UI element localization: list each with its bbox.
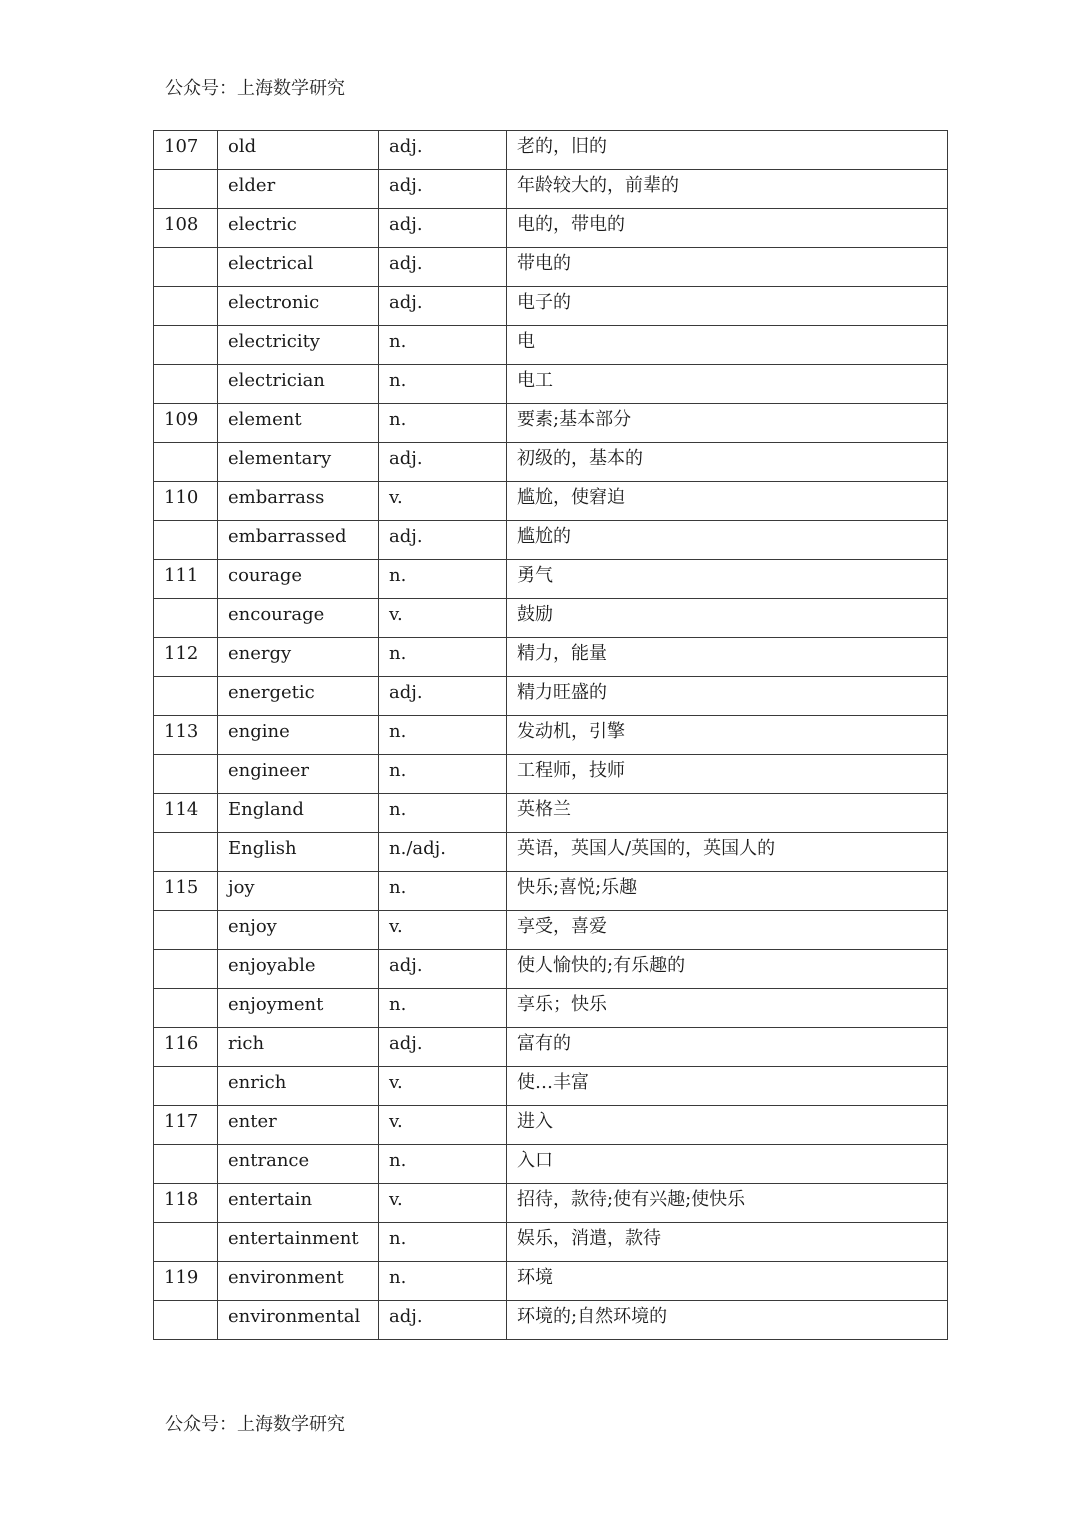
entry-meaning: 年龄较大的，前辈的 [517, 175, 679, 196]
entry-meaning: 英格兰 [517, 799, 571, 820]
entry-word-cell [218, 1184, 379, 1223]
entry-number [164, 287, 217, 288]
entry-word: electrician [228, 370, 325, 391]
entry-meaning: 精力旺盛的 [517, 682, 607, 703]
entry-number-cell [154, 326, 218, 365]
entry-meaning-cell [507, 287, 948, 326]
entry-meaning: 鼓励 [517, 604, 553, 625]
entry-word-cell [218, 638, 379, 677]
entry-word-cell [218, 872, 379, 911]
entry-number [164, 326, 217, 327]
entry-word: enjoy [228, 916, 277, 937]
entry-word: entrance [228, 1150, 310, 1171]
table-row [154, 755, 948, 794]
entry-number-cell [154, 521, 218, 560]
entry-word: encourage [228, 604, 325, 625]
entry-meaning: 勇气 [517, 565, 553, 586]
entry-word-cell [218, 248, 379, 287]
entry-word: embarrassed [228, 526, 347, 547]
entry-part-of-speech: n. [389, 877, 407, 898]
entry-number-cell [154, 1301, 218, 1340]
table-row [154, 1028, 948, 1067]
table-row [154, 209, 948, 248]
entry-meaning: 要素;基本部分 [517, 409, 632, 430]
entry-number-cell [154, 599, 218, 638]
entry-word-cell [218, 1301, 379, 1340]
table-row [154, 1301, 948, 1340]
entry-word-cell [218, 1028, 379, 1067]
entry-part-of-speech-cell [379, 1106, 507, 1145]
entry-word: elder [228, 175, 276, 196]
entry-number: 113 [164, 721, 199, 742]
entry-meaning-cell [507, 1106, 948, 1145]
entry-word: enrich [228, 1072, 287, 1093]
entry-part-of-speech-cell [379, 1301, 507, 1340]
entry-word-cell [218, 404, 379, 443]
entry-word-cell [218, 365, 379, 404]
entry-word: electrical [228, 253, 314, 274]
entry-word: entertain [228, 1189, 313, 1210]
entry-number-cell [154, 833, 218, 872]
entry-part-of-speech-cell [379, 365, 507, 404]
table-row [154, 911, 948, 950]
entry-part-of-speech-cell [379, 521, 507, 560]
entry-meaning-cell [507, 1223, 948, 1262]
entry-word: energetic [228, 682, 315, 703]
entry-meaning: 进入 [517, 1111, 553, 1132]
entry-part-of-speech-cell [379, 482, 507, 521]
entry-number-cell [154, 911, 218, 950]
entry-part-of-speech: adj. [389, 292, 423, 313]
entry-word: embarrass [228, 487, 325, 508]
table-row [154, 404, 948, 443]
entry-meaning-cell [507, 521, 948, 560]
entry-part-of-speech-cell [379, 1067, 507, 1106]
table-row [154, 1184, 948, 1223]
entry-word-cell [218, 209, 379, 248]
entry-word-cell [218, 1067, 379, 1106]
entry-number-cell [154, 950, 218, 989]
page-header: 公众号：上海数学研究 [165, 78, 345, 99]
entry-number-cell [154, 1145, 218, 1184]
entry-number: 115 [164, 877, 199, 898]
entry-word-cell [218, 170, 379, 209]
entry-part-of-speech-cell [379, 755, 507, 794]
entry-part-of-speech-cell [379, 1184, 507, 1223]
table-row [154, 950, 948, 989]
entry-number-cell [154, 638, 218, 677]
entry-meaning: 带电的 [517, 253, 571, 274]
entry-word-cell [218, 989, 379, 1028]
entry-part-of-speech-cell [379, 950, 507, 989]
entry-part-of-speech: n. [389, 409, 407, 430]
entry-number-cell [154, 794, 218, 833]
entry-part-of-speech-cell [379, 287, 507, 326]
entry-word: environmental [228, 1306, 361, 1327]
entry-meaning: 享受，喜爱 [517, 916, 607, 937]
entry-number: 117 [164, 1111, 199, 1132]
entry-number: 118 [164, 1189, 199, 1210]
entry-meaning-cell [507, 1028, 948, 1067]
table-row [154, 1067, 948, 1106]
entry-part-of-speech-cell [379, 638, 507, 677]
entry-meaning-cell [507, 911, 948, 950]
table-row [154, 560, 948, 599]
entry-meaning: 使人愉快的;有乐趣的 [517, 955, 686, 976]
entry-meaning: 发动机，引擎 [517, 721, 625, 742]
entry-number-cell [154, 248, 218, 287]
entry-part-of-speech: adj. [389, 136, 423, 157]
table-row [154, 170, 948, 209]
entry-number-cell [154, 560, 218, 599]
entry-part-of-speech: adj. [389, 214, 423, 235]
entry-word: electricity [228, 331, 320, 352]
entry-meaning-cell [507, 1184, 948, 1223]
entry-meaning: 尴尬的 [517, 526, 571, 547]
entry-word-cell [218, 560, 379, 599]
entry-meaning-cell [507, 755, 948, 794]
entry-part-of-speech-cell [379, 794, 507, 833]
table-row [154, 794, 948, 833]
entry-word-cell [218, 794, 379, 833]
entry-word: element [228, 409, 302, 430]
entry-number [164, 755, 217, 756]
entry-meaning-cell [507, 482, 948, 521]
entry-number [164, 170, 217, 171]
entry-number [164, 1067, 217, 1068]
table-row [154, 326, 948, 365]
entry-word-cell [218, 599, 379, 638]
entry-part-of-speech-cell [379, 833, 507, 872]
entry-part-of-speech-cell [379, 443, 507, 482]
entry-word-cell [218, 443, 379, 482]
entry-meaning-cell [507, 1262, 948, 1301]
table-row [154, 482, 948, 521]
entry-part-of-speech: n. [389, 370, 407, 391]
table-row [154, 638, 948, 677]
entry-word: joy [228, 877, 255, 898]
entry-meaning-cell [507, 677, 948, 716]
entry-part-of-speech: v. [389, 1072, 403, 1093]
entry-number [164, 833, 217, 834]
entry-meaning: 环境 [517, 1267, 553, 1288]
entry-meaning: 使…丰富 [517, 1072, 589, 1093]
entry-part-of-speech: adj. [389, 175, 423, 196]
table-row [154, 833, 948, 872]
entry-number-cell [154, 677, 218, 716]
entry-number: 111 [164, 565, 199, 586]
entry-meaning: 享乐；快乐 [517, 994, 607, 1015]
entry-number [164, 911, 217, 912]
entry-number-cell [154, 1262, 218, 1301]
entry-meaning-cell [507, 872, 948, 911]
entry-part-of-speech-cell [379, 599, 507, 638]
entry-number [164, 677, 217, 678]
entry-meaning: 尴尬，使窘迫 [517, 487, 625, 508]
entry-meaning-cell [507, 1145, 948, 1184]
entry-meaning-cell [507, 833, 948, 872]
entry-part-of-speech-cell [379, 170, 507, 209]
entry-meaning-cell [507, 404, 948, 443]
entry-word: entertainment [228, 1228, 359, 1249]
entry-word: electronic [228, 292, 320, 313]
entry-word-cell [218, 1262, 379, 1301]
entry-number-cell [154, 1067, 218, 1106]
entry-word: old [228, 136, 257, 157]
entry-word-cell [218, 911, 379, 950]
entry-number [164, 443, 217, 444]
entry-part-of-speech: v. [389, 1111, 403, 1132]
entry-part-of-speech: v. [389, 604, 403, 625]
entry-number [164, 989, 217, 990]
entry-meaning-cell [507, 443, 948, 482]
entry-part-of-speech-cell [379, 1028, 507, 1067]
entry-number-cell [154, 716, 218, 755]
entry-part-of-speech: v. [389, 1189, 403, 1210]
entry-number: 110 [164, 487, 199, 508]
entry-meaning-cell [507, 989, 948, 1028]
entry-part-of-speech: adj. [389, 682, 423, 703]
entry-part-of-speech: n./adj. [389, 838, 446, 859]
entry-number-cell [154, 287, 218, 326]
entry-meaning: 电 [517, 331, 535, 352]
entry-meaning-cell [507, 170, 948, 209]
entry-meaning-cell [507, 209, 948, 248]
entry-word: elementary [228, 448, 332, 469]
entry-word-cell [218, 482, 379, 521]
entry-number [164, 599, 217, 600]
entry-meaning: 富有的 [517, 1033, 571, 1054]
entry-part-of-speech-cell [379, 404, 507, 443]
entry-meaning: 老的，旧的 [517, 136, 607, 157]
table-row [154, 599, 948, 638]
entry-word-cell [218, 755, 379, 794]
entry-meaning-cell [507, 1067, 948, 1106]
entry-number-cell [154, 443, 218, 482]
entry-part-of-speech-cell [379, 248, 507, 287]
entry-meaning-cell [507, 560, 948, 599]
entry-meaning: 电子的 [517, 292, 571, 313]
entry-number-cell [154, 1106, 218, 1145]
entry-part-of-speech: adj. [389, 955, 423, 976]
vocabulary-table-body [154, 131, 948, 1340]
entry-word-cell [218, 950, 379, 989]
entry-word: engine [228, 721, 290, 742]
entry-part-of-speech: n. [389, 721, 407, 742]
table-row [154, 248, 948, 287]
page-footer: 公众号：上海数学研究 [165, 1414, 345, 1435]
entry-number: 119 [164, 1267, 199, 1288]
entry-part-of-speech: n. [389, 994, 407, 1015]
entry-meaning-cell [507, 131, 948, 170]
entry-part-of-speech-cell [379, 560, 507, 599]
entry-word-cell [218, 1106, 379, 1145]
entry-part-of-speech: n. [389, 760, 407, 781]
entry-part-of-speech: v. [389, 916, 403, 937]
table-row [154, 989, 948, 1028]
table-row [154, 287, 948, 326]
entry-meaning-cell [507, 326, 948, 365]
entry-word: enjoyment [228, 994, 324, 1015]
entry-part-of-speech-cell [379, 911, 507, 950]
entry-number [164, 950, 217, 951]
table-row [154, 1106, 948, 1145]
entry-number-cell [154, 1184, 218, 1223]
table-row [154, 677, 948, 716]
entry-part-of-speech-cell [379, 989, 507, 1028]
entry-meaning-cell [507, 794, 948, 833]
table-row [154, 131, 948, 170]
entry-number-cell [154, 131, 218, 170]
entry-number [164, 521, 217, 522]
entry-word: courage [228, 565, 303, 586]
entry-part-of-speech: n. [389, 1150, 407, 1171]
entry-meaning: 工程师，技师 [517, 760, 625, 781]
entry-number [164, 1145, 217, 1146]
entry-word-cell [218, 833, 379, 872]
entry-word: energy [228, 643, 292, 664]
entry-number-cell [154, 209, 218, 248]
entry-part-of-speech: n. [389, 643, 407, 664]
entry-meaning: 英语，英国人/英国的，英国人的 [517, 838, 776, 859]
entry-word: enter [228, 1111, 277, 1132]
entry-number: 116 [164, 1033, 199, 1054]
entry-number-cell [154, 365, 218, 404]
table-row [154, 443, 948, 482]
entry-word: rich [228, 1033, 265, 1054]
entry-part-of-speech-cell [379, 716, 507, 755]
entry-number [164, 365, 217, 366]
entry-part-of-speech-cell [379, 872, 507, 911]
entry-part-of-speech: adj. [389, 448, 423, 469]
entry-part-of-speech-cell [379, 1262, 507, 1301]
entry-word: electric [228, 214, 297, 235]
entry-word-cell [218, 1145, 379, 1184]
entry-number-cell [154, 404, 218, 443]
entry-part-of-speech: adj. [389, 253, 423, 274]
entry-meaning: 电工 [517, 370, 553, 391]
entry-part-of-speech: v. [389, 487, 403, 508]
table-row [154, 1223, 948, 1262]
entry-meaning-cell [507, 1301, 948, 1340]
entry-meaning: 快乐;喜悦;乐趣 [517, 877, 638, 898]
entry-number [164, 248, 217, 249]
entry-meaning-cell [507, 365, 948, 404]
table-row [154, 872, 948, 911]
entry-number-cell [154, 1028, 218, 1067]
entry-word: England [228, 799, 304, 820]
entry-meaning: 精力，能量 [517, 643, 607, 664]
entry-word: environment [228, 1267, 344, 1288]
entry-number: 107 [164, 136, 199, 157]
entry-number [164, 1223, 217, 1224]
table-row [154, 1262, 948, 1301]
entry-part-of-speech: n. [389, 565, 407, 586]
table-row [154, 1145, 948, 1184]
entry-meaning-cell [507, 950, 948, 989]
entry-number-cell [154, 872, 218, 911]
entry-part-of-speech: adj. [389, 1306, 423, 1327]
entry-word-cell [218, 677, 379, 716]
entry-part-of-speech: adj. [389, 1033, 423, 1054]
entry-number: 112 [164, 643, 199, 664]
entry-word-cell [218, 326, 379, 365]
entry-part-of-speech-cell [379, 677, 507, 716]
entry-number: 108 [164, 214, 199, 235]
entry-number-cell [154, 989, 218, 1028]
entry-meaning: 娱乐，消遣，款待 [517, 1228, 661, 1249]
entry-number: 109 [164, 409, 199, 430]
entry-meaning-cell [507, 716, 948, 755]
entry-word-cell [218, 287, 379, 326]
entry-word-cell [218, 131, 379, 170]
entry-number [164, 1301, 217, 1302]
entry-part-of-speech-cell [379, 131, 507, 170]
table-row [154, 521, 948, 560]
vocabulary-table [153, 130, 948, 1340]
entry-meaning-cell [507, 599, 948, 638]
entry-word: English [228, 838, 297, 859]
entry-part-of-speech-cell [379, 326, 507, 365]
entry-part-of-speech: n. [389, 1228, 407, 1249]
entry-word-cell [218, 716, 379, 755]
entry-meaning-cell [507, 638, 948, 677]
entry-number-cell [154, 1223, 218, 1262]
entry-meaning: 招待，款待;使有兴趣;使快乐 [517, 1189, 746, 1210]
entry-word: engineer [228, 760, 310, 781]
entry-meaning: 电的，带电的 [517, 214, 625, 235]
table-row [154, 365, 948, 404]
entry-number-cell [154, 482, 218, 521]
entry-meaning-cell [507, 248, 948, 287]
table-row [154, 716, 948, 755]
entry-meaning: 入口 [517, 1150, 553, 1171]
entry-part-of-speech: n. [389, 331, 407, 352]
entry-word-cell [218, 521, 379, 560]
entry-number-cell [154, 170, 218, 209]
entry-meaning: 环境的;自然环境的 [517, 1306, 668, 1327]
entry-part-of-speech-cell [379, 209, 507, 248]
entry-part-of-speech-cell [379, 1223, 507, 1262]
entry-meaning: 初级的，基本的 [517, 448, 643, 469]
entry-word-cell [218, 1223, 379, 1262]
entry-number-cell [154, 755, 218, 794]
entry-part-of-speech-cell [379, 1145, 507, 1184]
entry-part-of-speech: n. [389, 799, 407, 820]
entry-part-of-speech: adj. [389, 526, 423, 547]
entry-part-of-speech: n. [389, 1267, 407, 1288]
entry-word: enjoyable [228, 955, 316, 976]
entry-number: 114 [164, 799, 199, 820]
